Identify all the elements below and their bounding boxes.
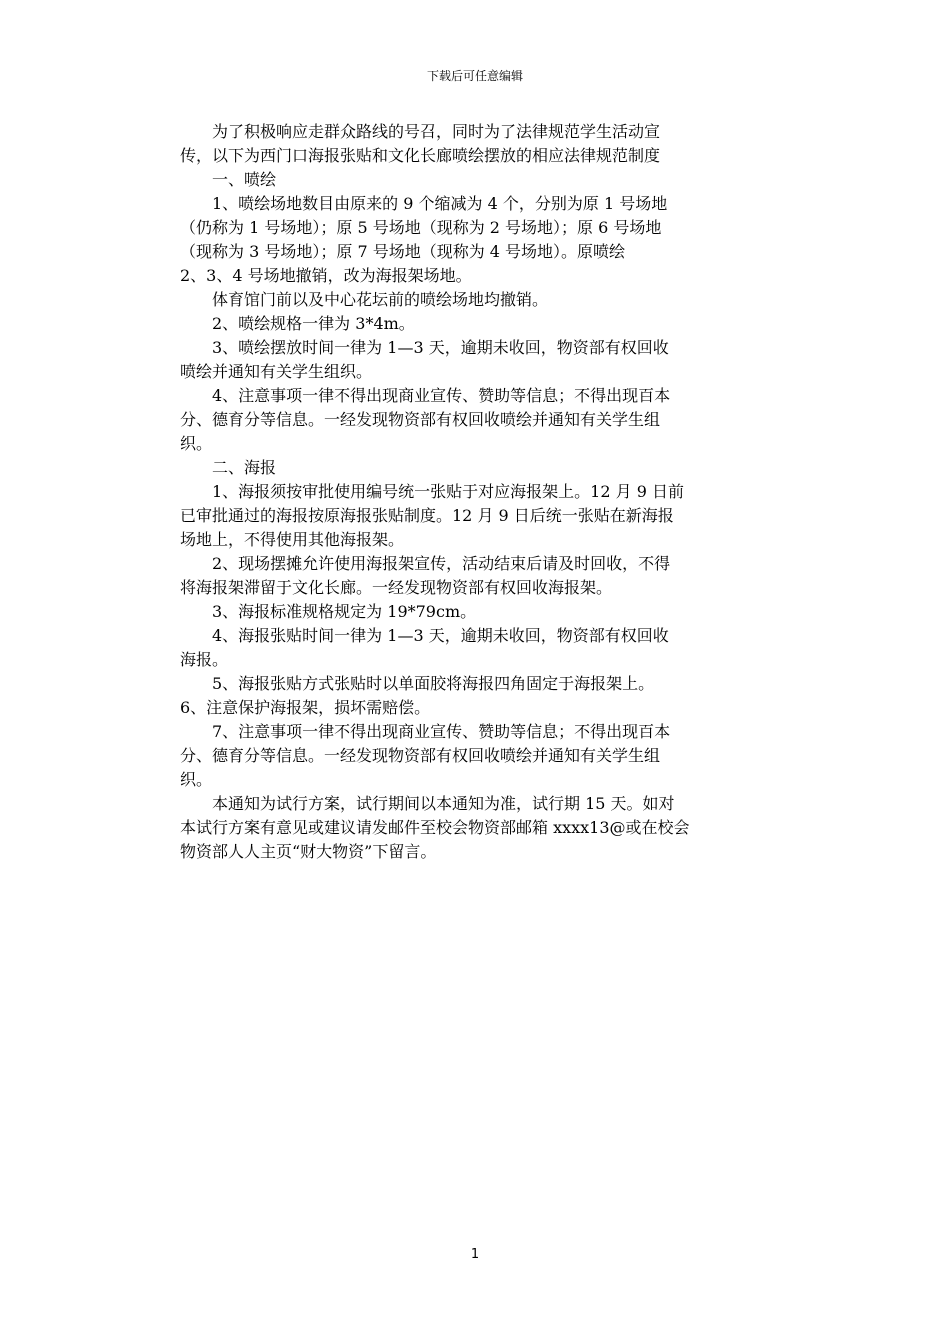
text-line: 5、海报张贴方式张贴时以单面胶将海报四角固定于海报架上。 xyxy=(180,674,655,693)
text-line: 7、注意事项一律不得出现商业宣传、赞助等信息；不得出现百本 xyxy=(180,722,671,741)
document-body xyxy=(180,120,780,864)
text-line: 为了积极响应走群众路线的号召，同时为了法律规范学生活动宣 xyxy=(180,122,661,141)
text-line: 织。 xyxy=(180,770,213,789)
text-line: 体育馆门前以及中心花坛前的喷绘场地均撤销。 xyxy=(180,290,549,309)
text-line: 海报。 xyxy=(180,650,229,669)
text-line: 已审批通过的海报按原海报张贴制度。12 月 9 日后统一张贴在新海报 xyxy=(180,506,674,525)
text-line: 分、德育分等信息。一经发现物资部有权回收喷绘并通知有关学生组 xyxy=(180,746,661,765)
text-line: 物资部人人主页“财大物资”下留言。 xyxy=(180,842,437,861)
page-number: 1 xyxy=(470,1247,480,1262)
text-line: 本试行方案有意见或建议请发邮件至校会物资部邮箱 xxxx13@或在校会 xyxy=(180,818,690,837)
section-heading: 二、海报 xyxy=(180,458,277,477)
text-line: 3、海报标准规格规定为 19*79cm。 xyxy=(180,602,477,621)
text-line: （仍称为 1 号场地）；原 5 号场地（现称为 2 号场地）；原 6 号场地 xyxy=(180,218,662,237)
section-heading: 一、喷绘 xyxy=(180,170,277,189)
text-line: 1、喷绘场地数目由原来的 9 个缩减为 4 个，分别为原 1 号场地 xyxy=(180,194,668,213)
text-line: 3、喷绘摆放时间一律为 1—3 天，逾期未收回，物资部有权回收 xyxy=(180,338,669,357)
page-footer xyxy=(0,1247,950,1263)
text-line: 4、海报张贴时间一律为 1—3 天，逾期未收回，物资部有权回收 xyxy=(180,626,669,645)
text-line: 将海报架滞留于文化长廊。一经发现物资部有权回收海报架。 xyxy=(180,578,613,597)
text-line: （现称为 3 号场地）；原 7 号场地（现称为 4 号场地）。原喷绘 xyxy=(180,242,626,261)
text-line: 2、3、4 号场地撤销，改为海报架场地。 xyxy=(180,266,472,285)
text-line: 传，以下为西门口海报张贴和文化长廊喷绘摆放的相应法律规范制度 xyxy=(180,146,661,165)
text-line: 6、注意保护海报架，损坏需赔偿。 xyxy=(180,698,431,717)
text-line: 喷绘并通知有关学生组织。 xyxy=(180,362,373,381)
text-line: 场地上，不得使用其他海报架。 xyxy=(180,530,405,549)
text-line: 本通知为试行方案，试行期间以本通知为准，试行期 15 天。如对 xyxy=(180,794,675,813)
header-text: 下载后可任意编辑 xyxy=(426,69,523,83)
text-line: 2、现场摆摊允许使用海报架宣传，活动结束后请及时回收，不得 xyxy=(180,554,671,573)
text-line: 1、海报须按审批使用编号统一张贴于对应海报架上。12 月 9 日前 xyxy=(180,482,684,501)
text-line: 织。 xyxy=(180,434,213,453)
text-line: 分、德育分等信息。一经发现物资部有权回收喷绘并通知有关学生组 xyxy=(180,410,661,429)
text-line: 4、注意事项一律不得出现商业宣传、赞助等信息；不得出现百本 xyxy=(180,386,671,405)
text-line: 2、喷绘规格一律为 3*4m。 xyxy=(180,314,415,333)
page-header xyxy=(0,68,950,84)
